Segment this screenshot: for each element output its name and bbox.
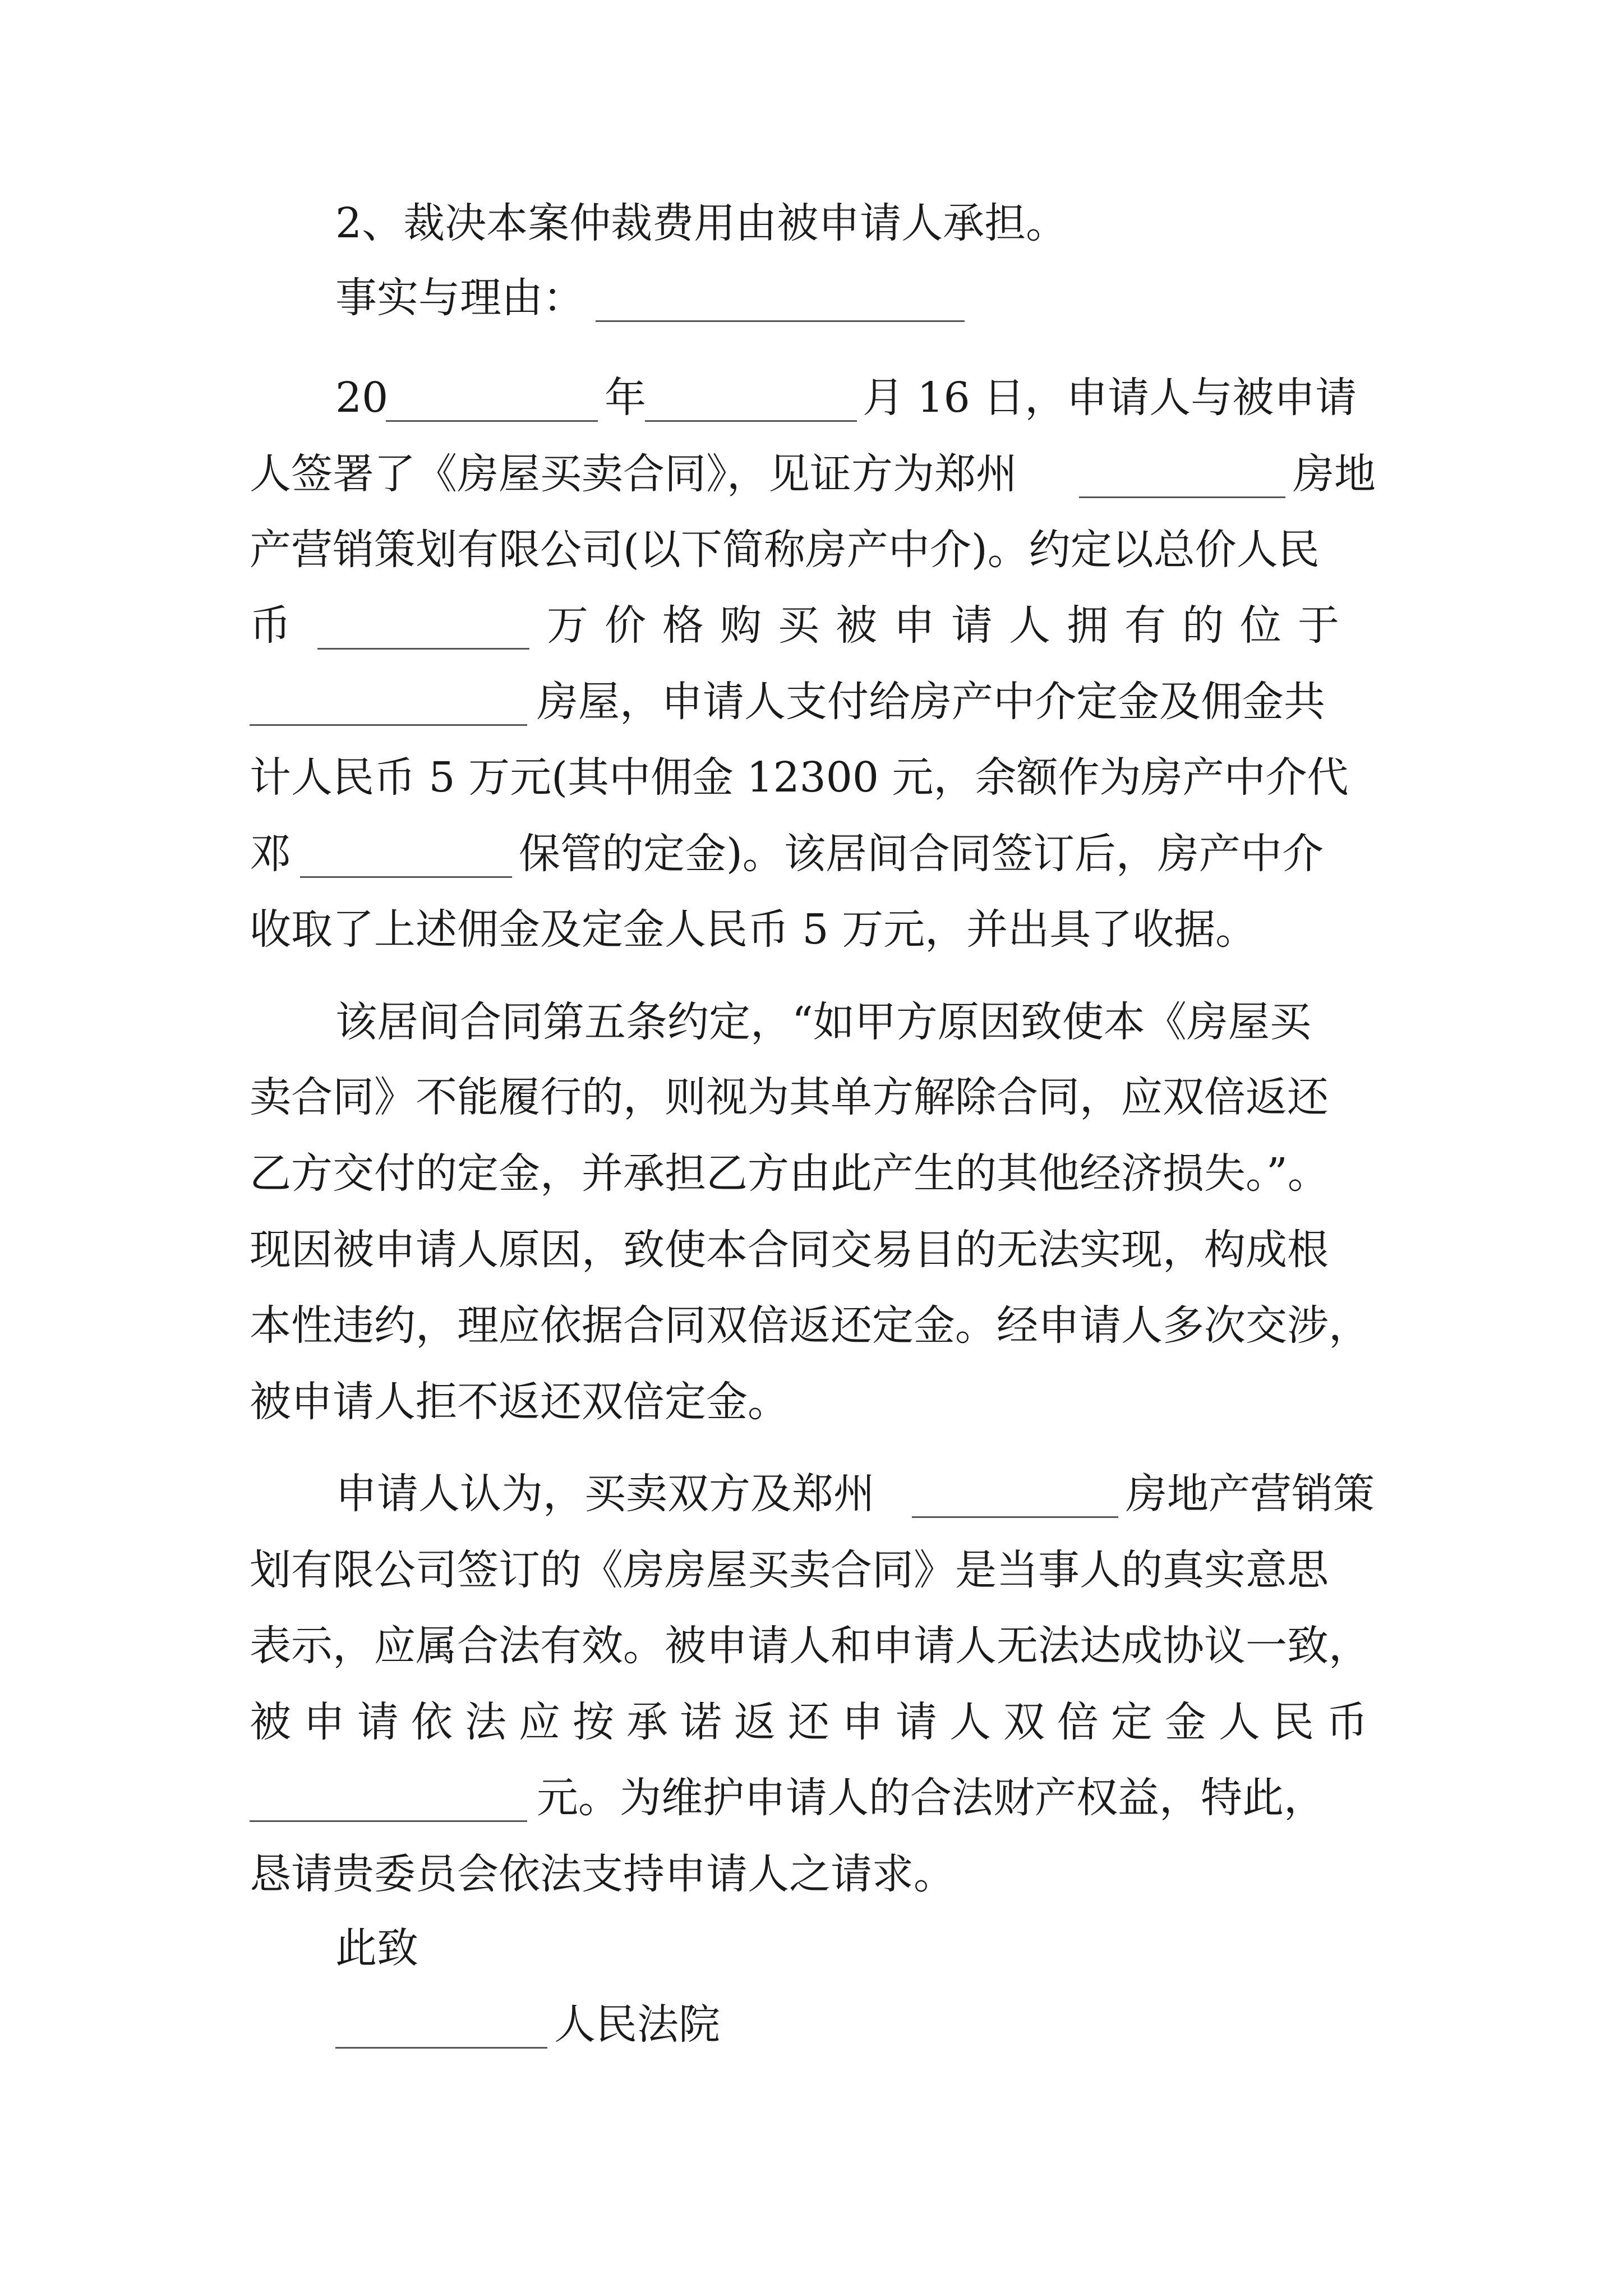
month-blank — [645, 384, 857, 422]
p2-line-3 — [0, 1145, 1623, 1202]
p2-line-5-text: 本性违约，理应依据合同双倍返还定金。经申请人多次交涉， — [250, 1301, 1370, 1350]
p3-line-1-text: 申请人认为，买卖双方及郑州 — [335, 1470, 875, 1518]
p3-line-2 — [0, 1542, 1623, 1598]
p2-line-2-text: 卖合同》不能履行的，则视为其单方解除合同，应双倍返还 — [250, 1073, 1329, 1121]
p1-line-5 — [0, 674, 1623, 730]
closing-text: 此致 — [335, 1924, 418, 1972]
closing-line — [0, 1920, 1623, 1976]
location-blank — [250, 688, 527, 726]
p1-line-3 — [0, 522, 1623, 578]
p2-line-1 — [0, 994, 1623, 1050]
p2-line-6-text: 被申请人拒不返还双倍定金。 — [250, 1378, 789, 1426]
p2-line-4 — [0, 1222, 1623, 1278]
p1-year-char: 年 — [605, 374, 646, 422]
zhengzhou-blank — [1079, 461, 1285, 498]
court-name-blank — [335, 2011, 547, 2049]
p1-line-2 — [0, 446, 1623, 502]
p3-line-6-text: 恳请贵委员会依法支持申请人之请求。 — [250, 1850, 955, 1898]
p3-line-1 — [0, 1466, 1623, 1522]
p3-line-1-end: 房地产营销策 — [1126, 1470, 1375, 1518]
p3-line-3 — [0, 1618, 1623, 1674]
item-2-line — [0, 195, 1623, 251]
p1-line-4 — [0, 597, 1623, 654]
item-2-text: 2、裁决本案仲裁费用由被申请人承担。 — [335, 199, 1068, 247]
p1-line-8 — [0, 901, 1623, 958]
p3-line-3-text: 表示，应属合法有效。被申请人和申请人无法达成协议一致， — [250, 1622, 1370, 1670]
p2-line-1-text: 该居间合同第五条约定，“如甲方原因致使本《房屋买 — [335, 998, 1311, 1046]
p3-line-4 — [0, 1694, 1623, 1750]
p1-line-4-text: 万价格购买被申请人拥有的位于 — [547, 601, 1355, 650]
facts-label-line — [0, 270, 1623, 326]
p1-line-2-text: 人签署了《房屋买卖合同》，见证方为郑州 — [250, 450, 1017, 498]
p1-line-1-text: 月 16 日，申请人与被申请 — [863, 374, 1357, 422]
p1-line-7-start: 邓 — [250, 830, 291, 878]
p1-line-6 — [0, 749, 1623, 806]
p1-line-7 — [0, 826, 1623, 882]
p2-line-3-text: 乙方交付的定金，并承担乙方由此产生的其他经济损失。”。 — [250, 1149, 1329, 1198]
court-line — [0, 1996, 1623, 2053]
p1-line-2-end: 房地 — [1293, 450, 1376, 498]
p3-line-6 — [0, 1846, 1623, 1902]
year-blank — [386, 384, 598, 422]
p1-line-6-text: 计人民币 5 万元(其中佣金 12300 元，余额作为房产中介代 — [250, 753, 1349, 802]
agent-name-blank — [300, 840, 512, 878]
p1-line-7-text: 保管的定金)。该居间合同签订后，房产中介 — [519, 830, 1324, 878]
facts-blank — [596, 284, 965, 322]
court-text: 人民法院 — [554, 2000, 720, 2049]
facts-label: 事实与理由： — [335, 274, 584, 322]
p1-line-8-text: 收取了上述佣金及定金人民币 5 万元，并出具了收据。 — [250, 905, 1257, 954]
p2-line-6 — [0, 1374, 1623, 1430]
p2-line-5 — [0, 1297, 1623, 1354]
p2-line-2 — [0, 1069, 1623, 1125]
amount-blank — [250, 1784, 527, 1822]
p3-line-5 — [0, 1770, 1623, 1826]
p1-line-1 — [0, 370, 1623, 426]
p3-line-4-text: 被申请依法应按承诺返还申请人双倍定金人民币 — [250, 1698, 1380, 1746]
p1-line-5-text: 房屋，申请人支付给房产中介定金及佣金共 — [537, 678, 1325, 726]
p3-line-2-text: 划有限公司签订的《房房屋买卖合同》是当事人的真实意思 — [250, 1546, 1329, 1594]
p1-line-4-start: 币 — [250, 601, 291, 650]
p3-line-5-text: 元。为维护申请人的合法财产权益，特此， — [537, 1774, 1325, 1822]
price-blank — [317, 612, 529, 650]
p2-line-4-text: 现因被申请人原因，致使本合同交易目的无法实现，构成根 — [250, 1226, 1329, 1274]
zhengzhou-blank-2 — [912, 1480, 1118, 1518]
p1-line-3-text: 产营销策划有限公司(以下简称房产中介)。约定以总价人民 — [250, 526, 1320, 574]
p1-year-prefix: 20 — [335, 374, 389, 422]
